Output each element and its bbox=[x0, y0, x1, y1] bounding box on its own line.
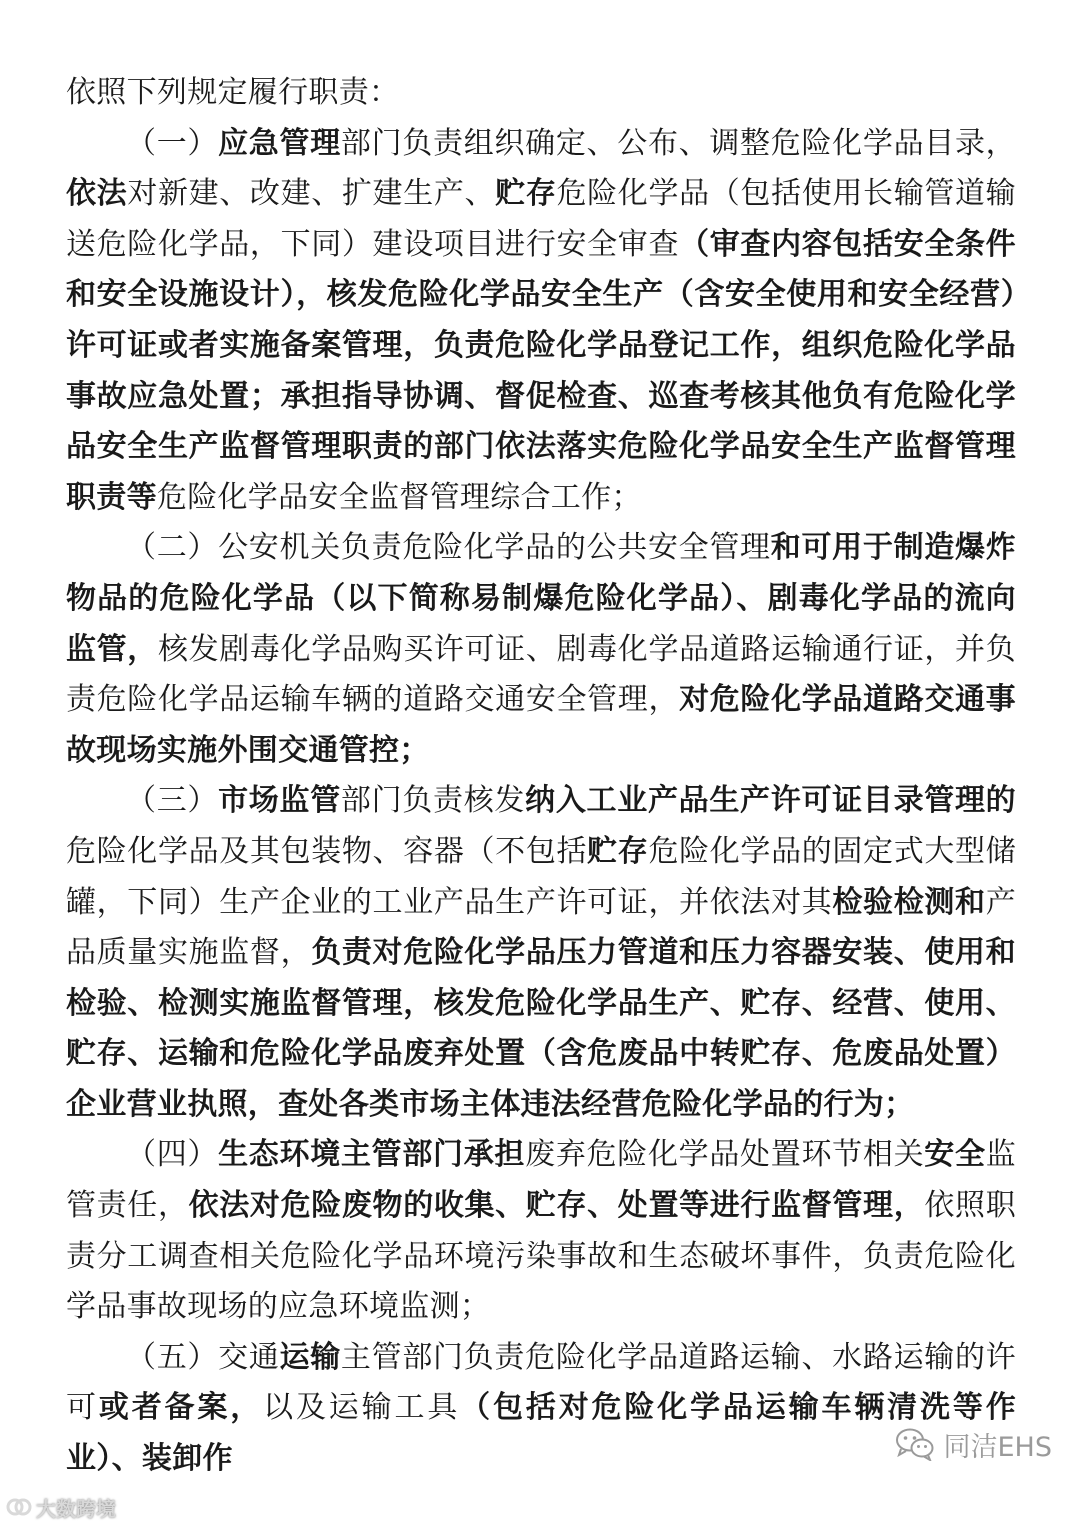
text-segment: 核发剧毒化学品购买许可证、剧毒化学品道路运输通行证，并负责危险化学品运输车辆的道路交通安全管理， bbox=[66, 631, 1016, 718]
opening-line: 依照下列规定履行职责： bbox=[66, 75, 400, 110]
bold-text-segment: 或者备案， bbox=[98, 1390, 264, 1426]
text-segment: 危险化学品的固定式大型储罐，下同）生产企业的工业产品生产许可证，并依法对其 bbox=[66, 833, 1016, 920]
text-segment: 部门负责核发 bbox=[340, 783, 526, 819]
clause-paragraph bbox=[66, 1130, 1016, 1332]
text-segment: （五）交通 bbox=[126, 1339, 280, 1375]
text-segment: 部门负责组织确定、公布、调整危险化学品目录， bbox=[340, 125, 1016, 161]
text-segment: 危险化学品及其包装物、容器（不包括 bbox=[66, 833, 588, 869]
text-segment: 产品质量实施监督， bbox=[66, 884, 1016, 971]
text-segment: （三） bbox=[126, 783, 219, 819]
bold-text-segment: 检验检测和 bbox=[832, 884, 986, 920]
text-segment: （二）公安机关负责危险化学品的公共安全管理 bbox=[126, 530, 771, 566]
bottom-left-watermark-text: 大数跨境 bbox=[36, 1496, 116, 1521]
text-segment: 废弃危险化学品处置环节相关 bbox=[525, 1137, 925, 1173]
clause-paragraph bbox=[66, 776, 1016, 1130]
bottom-right-watermark bbox=[895, 1422, 1052, 1466]
bold-text-segment: 生态环境主管部门承担 bbox=[218, 1137, 526, 1173]
bold-text-segment: 对危险化学品道路交通事故现场实施外围交通管控； bbox=[66, 682, 1016, 768]
bold-text-segment: （包括对危险化学品运输车辆清洗等作业）、装卸作 bbox=[66, 1390, 1016, 1477]
bold-text-segment: 市场监管 bbox=[218, 783, 341, 819]
bold-text-segment: 和可用于制造爆炸物品的危险化学品（以下简称易制爆危险化学品）、剧毒化学品的流向监管， bbox=[66, 530, 1016, 667]
bold-text-segment: 纳入工业产品生产许可证目录管理的 bbox=[525, 783, 1016, 819]
text-segment: 以及运输工具 bbox=[263, 1390, 461, 1426]
bold-text-segment: 贮存 bbox=[587, 833, 649, 869]
text-segment: 对新建、改建、扩建生产、 bbox=[127, 176, 496, 212]
ring-logo-icon bbox=[6, 1494, 32, 1520]
text-segment: 监管责任， bbox=[66, 1137, 1016, 1224]
bold-text-segment: 运输 bbox=[279, 1339, 341, 1375]
wechat-icon bbox=[895, 1427, 935, 1461]
bold-text-segment: 负责对危险化学品压力管道和压力容器安装、使用和检验、检测实施监督管理，核发危险化学品生产、贮存、经营、使用、贮存、运输和危险化学品废弃处置（含危废品中转贮存、危废品处置）企业营业执照，查处各类市场主体违法经营危险化学品的行为； bbox=[66, 935, 1016, 1122]
text-segment: 危险化学品安全监督管理综合工作； bbox=[156, 479, 642, 515]
bold-text-segment: 安全 bbox=[924, 1137, 986, 1173]
clause-paragraph bbox=[66, 1333, 1016, 1485]
clause-paragraph bbox=[66, 523, 1016, 776]
bold-text-segment: 贮存 bbox=[495, 176, 557, 212]
text-segment: （一） bbox=[126, 125, 219, 161]
text-segment: 主管部门负责危险化学品道路运输、水路运输的许可 bbox=[66, 1339, 1016, 1426]
clause-paragraph bbox=[66, 119, 1016, 524]
clause-list bbox=[66, 119, 1016, 1485]
bold-text-segment: （审查内容包括安全条件和安全设施设计），核发危险化学品安全生产（含安全使用和安全经营）许可证或者实施备案管理，负责危险化学品登记工作，组织危险化学品事故应急处置；承担指导协调、督促检查、巡查考核其他负有危险化学品安全生产监督管理职责的部门依法落实危险化学品安全生产监督管理职责等 bbox=[66, 226, 1016, 515]
bold-text-segment: 应急管理 bbox=[218, 125, 341, 161]
text-segment: 危险化学品（包括使用长输管道输送危险化学品，下同）建设项目进行安全审查 bbox=[66, 176, 1016, 262]
document-body bbox=[66, 68, 1016, 1485]
bold-text-segment: 依法 bbox=[66, 176, 128, 212]
text-segment: 依照职责分工调查相关危险化学品环境污染事故和生态破坏事件，负责危险化学品事故现场的应急环境监测； bbox=[66, 1188, 1016, 1325]
bottom-right-watermark-text: 同洁EHS bbox=[943, 1431, 1052, 1463]
bottom-left-watermark bbox=[6, 1492, 116, 1522]
text-segment: （四） bbox=[126, 1137, 219, 1173]
bold-text-segment: 依法对危险废物的收集、贮存、处置等进行监督管理， bbox=[188, 1188, 925, 1224]
